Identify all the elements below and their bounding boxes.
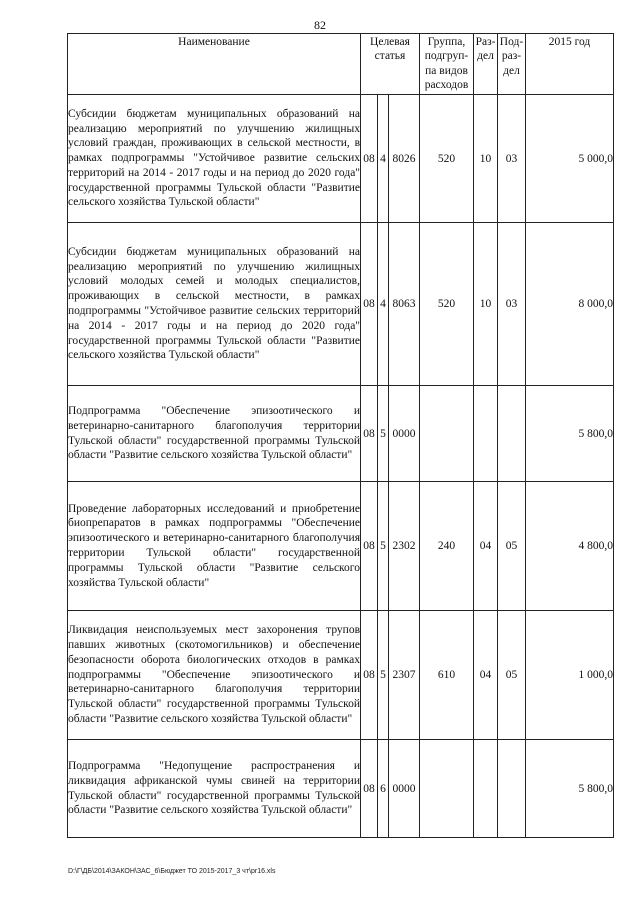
row-subsection: 03 (498, 223, 526, 386)
row-amount: 5 800,0 (526, 386, 614, 482)
row-code-program: 08 (361, 223, 378, 386)
row-name: Ликвидация неиспользуемых мест захоронения трупов павших животных (скотомогильников) и обеспечение безопасности оборота биологических отходов в рамках подпрограммы "Обеспечение эпизоотического и ветеринарно-санитарного благополучия территории Тульской области" государственной программы Тульской области "Развитие сельского хозяйства Тульской области" (68, 611, 361, 740)
row-group: 240 (420, 482, 474, 611)
row-code-sub: 4 (378, 95, 389, 223)
header-target-article: Целевая статья (361, 34, 420, 95)
row-code-item: 8026 (389, 95, 420, 223)
row-group: 610 (420, 611, 474, 740)
row-section (474, 386, 498, 482)
row-subsection: 03 (498, 95, 526, 223)
header-name: Наименование (68, 34, 361, 95)
row-subsection (498, 740, 526, 838)
table-row (68, 740, 614, 838)
row-section: 10 (474, 95, 498, 223)
header-subsection: Под-раз-дел (498, 34, 526, 95)
row-subsection: 05 (498, 611, 526, 740)
page-number: 82 (314, 18, 326, 32)
row-code-item: 0000 (389, 386, 420, 482)
header-section: Раз-дел (474, 34, 498, 95)
row-name: Подпрограмма "Недопущение распространения и ликвидация африканской чумы свиней на территории Тульской области" государственной программы Тульской области "Развитие сельского хозяйства Тульской области" (68, 740, 361, 838)
row-code-item: 0000 (389, 740, 420, 838)
row-code-sub: 4 (378, 223, 389, 386)
row-section (474, 740, 498, 838)
row-amount: 8 000,0 (526, 223, 614, 386)
row-amount: 1 000,0 (526, 611, 614, 740)
row-section: 04 (474, 482, 498, 611)
table-row (68, 223, 614, 386)
header-expense-group: Группа, подгруп-па видов расходов (420, 34, 474, 95)
row-code-program: 08 (361, 386, 378, 482)
row-code-item: 2307 (389, 611, 420, 740)
row-name: Подпрограмма "Обеспечение эпизоотического и ветеринарно-санитарного благополучия территории Тульской области" государственной программы Тульской области "Развитие сельского хозяйства Тульской области" (68, 386, 361, 482)
row-code-sub: 6 (378, 740, 389, 838)
row-code-item: 2302 (389, 482, 420, 611)
row-code-sub: 5 (378, 386, 389, 482)
row-name: Субсидии бюджетам муниципальных образований на реализацию мероприятий по улучшению жилищных условий граждан, проживающих в сельской местности, в рамках подпрограммы "Устойчивое развитие сельских территорий на 2014 - 2017 годы и на период до 2020 года" государственной программы Тульской области "Развитие сельского хозяйства Тульской области" (68, 95, 361, 223)
row-name: Субсидии бюджетам муниципальных образований на реализацию мероприятий по улучшению жилищных условий молодых семей и молодых специалистов, проживающих в сельской местности, в рамках подпрограммы "Устойчивое развитие сельских территорий на 2014 - 2017 годы и на период до 2020 года" государственной программы Тульской области "Развитие сельского хозяйства Тульской области" (68, 223, 361, 386)
row-subsection (498, 386, 526, 482)
row-code-program: 08 (361, 740, 378, 838)
file-path-footer: D:\Г\ДБ\2014\ЗАКОН\ЗАС_6\Бюджет ТО 2015-2017_3 чт\pr16.xls (68, 868, 276, 875)
row-code-item: 8063 (389, 223, 420, 386)
row-section: 04 (474, 611, 498, 740)
budget-table (67, 33, 614, 838)
header-row (68, 34, 614, 95)
header-year: 2015 год (526, 34, 614, 95)
table-row (68, 482, 614, 611)
table-row (68, 386, 614, 482)
row-group (420, 386, 474, 482)
row-code-program: 08 (361, 611, 378, 740)
row-group: 520 (420, 95, 474, 223)
row-code-sub: 5 (378, 482, 389, 611)
row-section: 10 (474, 223, 498, 386)
row-code-sub: 5 (378, 611, 389, 740)
row-group (420, 740, 474, 838)
table-row (68, 95, 614, 223)
row-amount: 4 800,0 (526, 482, 614, 611)
row-code-program: 08 (361, 482, 378, 611)
row-subsection: 05 (498, 482, 526, 611)
table-row (68, 611, 614, 740)
row-amount: 5 000,0 (526, 95, 614, 223)
row-amount: 5 800,0 (526, 740, 614, 838)
row-group: 520 (420, 223, 474, 386)
row-code-program: 08 (361, 95, 378, 223)
row-name: Проведение лабораторных исследований и приобретение биопрепаратов в рамках подпрограммы "Обеспечение эпизоотического и ветеринарно-санитарного благополучия территории Тульской области" государственной программы Тульской области "Развитие сельского хозяйства Тульской области" (68, 482, 361, 611)
